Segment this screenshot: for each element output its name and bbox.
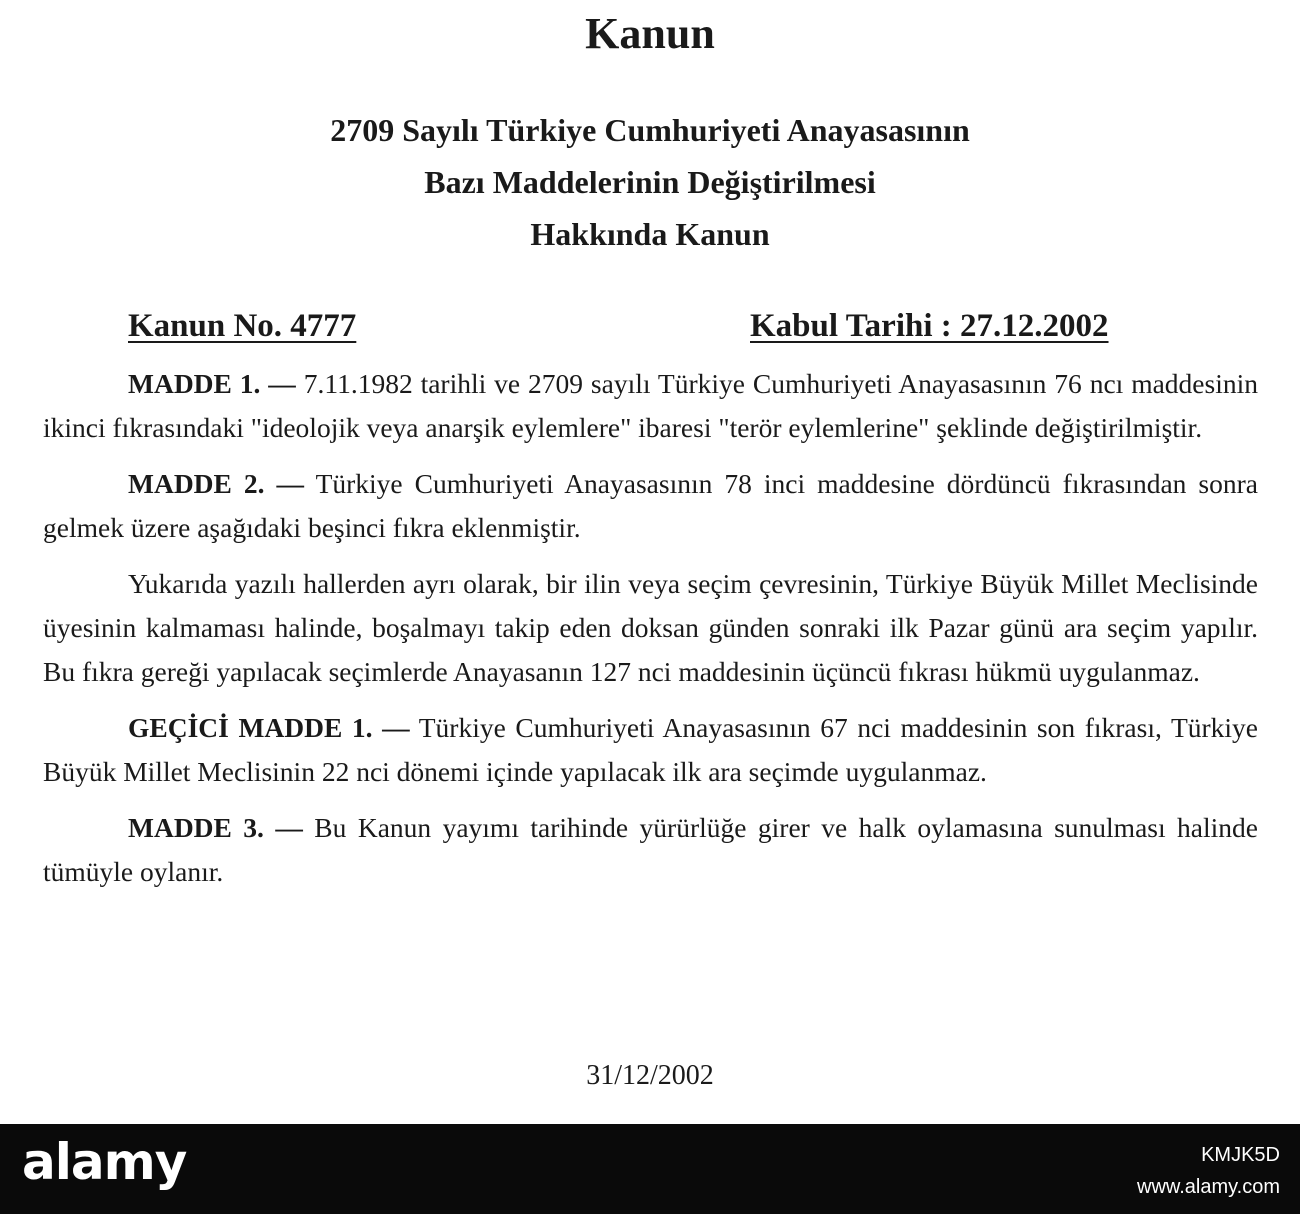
article-label: MADDE 3. —: [128, 812, 303, 843]
article-text: Türkiye Cumhuriyeti Anayasasının 67 nci maddesinin son fıkrası, Türkiye Büyük Millet Meclisinin 22 nci dönemi içinde yapılacak ilk ara seçimde uygulanmaz.: [43, 712, 1259, 787]
temporary-article-1: [43, 706, 1258, 794]
image-code: KMJK5D: [1201, 1144, 1280, 1166]
subtitle-line-1: 2709 Sayılı Türkiye Cumhuriyeti Anayasasının: [330, 112, 970, 148]
document-subtitle: [0, 104, 1300, 260]
subtitle-line-3: Hakkında Kanun: [530, 216, 770, 252]
document-title: Kanun: [585, 9, 715, 58]
article-label: GEÇİCİ MADDE 1. —: [128, 712, 410, 743]
law-number: Kanun No. 4777: [128, 308, 357, 344]
article-label: MADDE 2. —: [128, 468, 305, 499]
article-text: Bu Kanun yayımı tarihinde yürürlüğe girer ve halk oylamasına sunulması halinde tümüyle oylanır.: [43, 812, 1258, 887]
watermark-footer: [0, 1124, 1300, 1214]
article-text: Türkiye Cumhuriyeti Anayasasının 78 inci maddesine dördüncü fıkrasından sonra gelmek üzere aşağıdaki beşinci fıkra eklenmiştir.: [43, 468, 1258, 543]
article-text: Yukarıda yazılı hallerden ayrı olarak, bir ilin veya seçim çevresinin, Türkiye Büyük Millet Meclisinde üyesinin kalmaması halinde, boşalmayı takip eden doksan günden sonraki ilk Pazar günü ara seçim yapılır. Bu fıkra gereği yapılacak seçimlerde Anayasanın 127 nci maddesinin üçüncü fıkrası hükmü uygulanmaz.: [43, 568, 1258, 687]
article-3: [43, 806, 1258, 894]
article-label: MADDE 1. —: [128, 368, 296, 399]
site-url: www.alamy.com: [1137, 1176, 1280, 1198]
article-text: 7.11.1982 tarihli ve 2709 sayılı Türkiye Cumhuriyeti Anayasasının 76 ncı maddesinin ikinci fıkrasındaki "ideolojik veya anarşik eylemlere" ibaresi "terör eylemlerine" şeklinde değiştirilmiştir.: [43, 368, 1258, 443]
article-2: [43, 462, 1258, 550]
article-2-added-paragraph: [43, 562, 1258, 694]
law-body: [43, 362, 1258, 906]
publication-date: 31/12/2002: [586, 1060, 714, 1091]
acceptance-date: Kabul Tarihi : 27.12.2002: [750, 308, 1109, 344]
article-1: [43, 362, 1258, 450]
alamy-logo: alamy: [22, 1133, 187, 1191]
subtitle-line-2: Bazı Maddelerinin Değiştirilmesi: [424, 164, 876, 200]
